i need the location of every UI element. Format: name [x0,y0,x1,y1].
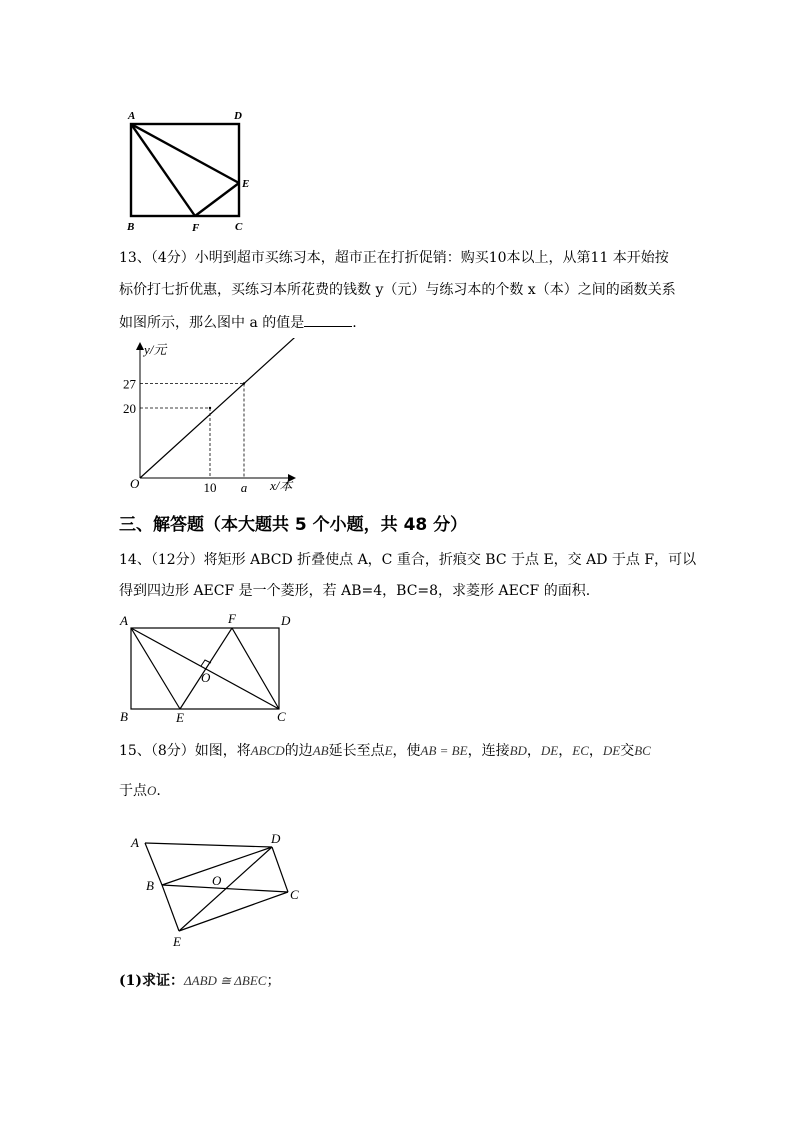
label-a: A [120,613,128,628]
q15-text-9: 交 [620,743,635,759]
label-f: F [228,611,236,626]
segment-bc [162,885,288,892]
q15-text-4: ，使 [392,743,421,759]
x-axis-label [269,478,294,493]
segment-dc [272,847,288,892]
figure-square-abcd [120,105,260,235]
q15-sub-1-prefix: (1)求证： [119,973,184,989]
section-3-title: 三、解答题（本大题共 5 个小题，共 48 分） [119,515,468,535]
y-axis-label [142,342,168,357]
q15-math-ab-eq-be: AB = BE [420,743,468,758]
segment-fe [195,183,239,216]
q14-line-1: 14、（12分）将矩形 ABCD 折叠使点 A，C 重合，折痕交 BC 于点 E，交 AD 于点 F，可以 [119,552,697,568]
q13-line-1: 13、（4分）小明到超市买练习本，超市正在打折促销：购买10本以上，从第11 本开始按 [119,250,669,266]
q13-line-2: 标价打七折优惠，买练习本所花费的钱数 y（元）与练习本的个数 x（本）之间的函数关系 [119,282,676,298]
q13-line-3-end: . [352,315,357,331]
q15-text-1: 15、（8分）如图，将 [119,743,251,759]
segment-de [179,847,272,931]
y-tick-label-27: 27 [123,376,136,392]
figure-rectangle-aecf [115,608,305,728]
y-axis-arrow [136,342,144,350]
q15-math-de-2: DE [602,743,621,758]
q15-text-7: ， [558,743,573,759]
q15-math-bc: BC [634,743,651,758]
figure-parallelogram [125,828,315,953]
q15-text-6: ， [526,743,541,759]
q13-line-3 [119,312,357,333]
label-b: B [146,878,154,893]
y-tick-label-20: 20 [123,401,136,416]
q15-text-8: ， [588,743,603,759]
segment-ae [131,124,239,183]
function-chart [118,338,308,498]
q15-sub-1-end: ； [266,973,281,989]
q15-text-11: . [156,783,161,799]
q14-line-2: 得到四边形 AECF 是一个菱形，若 AB=4，BC=8，求菱形 AECF 的面积. [119,583,591,599]
answer-blank [304,312,352,327]
diagonal-ac [131,628,279,709]
x-tick-label-a: a [240,480,248,495]
label-e: E [242,178,250,190]
x-tick-label-10: 10 [203,480,217,495]
q15-text-2: 的边 [284,743,313,759]
segment-ec [179,892,288,931]
q15-line-1 [119,741,651,761]
q15-math-de: DE [540,743,559,758]
q15-line-2 [119,781,161,801]
x-axis-label-text: x/本 [270,478,293,493]
function-line [140,338,296,478]
q15-math-ec: EC [572,743,589,758]
q15-math-o: O [147,783,157,798]
label-d: D [271,831,281,846]
label-a: A [128,110,136,122]
label-o: O [212,873,222,888]
segment-af [131,124,195,216]
data-point-10 [209,407,211,409]
label-e: E [176,710,184,725]
q15-text-5: ，连接 [467,743,510,759]
q15-sub-1 [119,971,280,991]
label-a: A [131,835,139,850]
label-c: C [235,221,243,233]
data-point-a [243,382,245,384]
q15-math-abcd: ABCD [250,743,285,758]
label-d: D [234,110,242,122]
q13-line-3-text: 如图所示，那么图中 a 的值是 [119,315,305,331]
label-o: O [201,670,211,685]
chart-marks [123,338,296,495]
segment-ad [145,843,272,847]
q15-math-ab: AB [312,743,329,758]
segment-be [162,885,179,931]
label-b: B [120,709,128,724]
segment-fc [232,628,279,709]
label-e: E [173,934,181,949]
segment-ef [180,628,232,709]
segment-ae [131,628,180,709]
label-b: B [127,221,135,233]
q15-math-e: E [384,743,393,758]
label-c: C [290,887,299,902]
q15-sub-1-math: ΔABD ≅ ΔBEC [184,973,267,988]
label-c: C [277,709,286,724]
origin-label: O [130,476,140,491]
y-axis-label-text: y/元 [144,342,167,357]
q15-math-bd: BD [509,743,527,758]
label-f: F [192,222,200,234]
label-d: D [281,613,291,628]
q15-text-10: 于点 [119,783,147,799]
q15-text-3: 延长至点 [328,743,385,759]
